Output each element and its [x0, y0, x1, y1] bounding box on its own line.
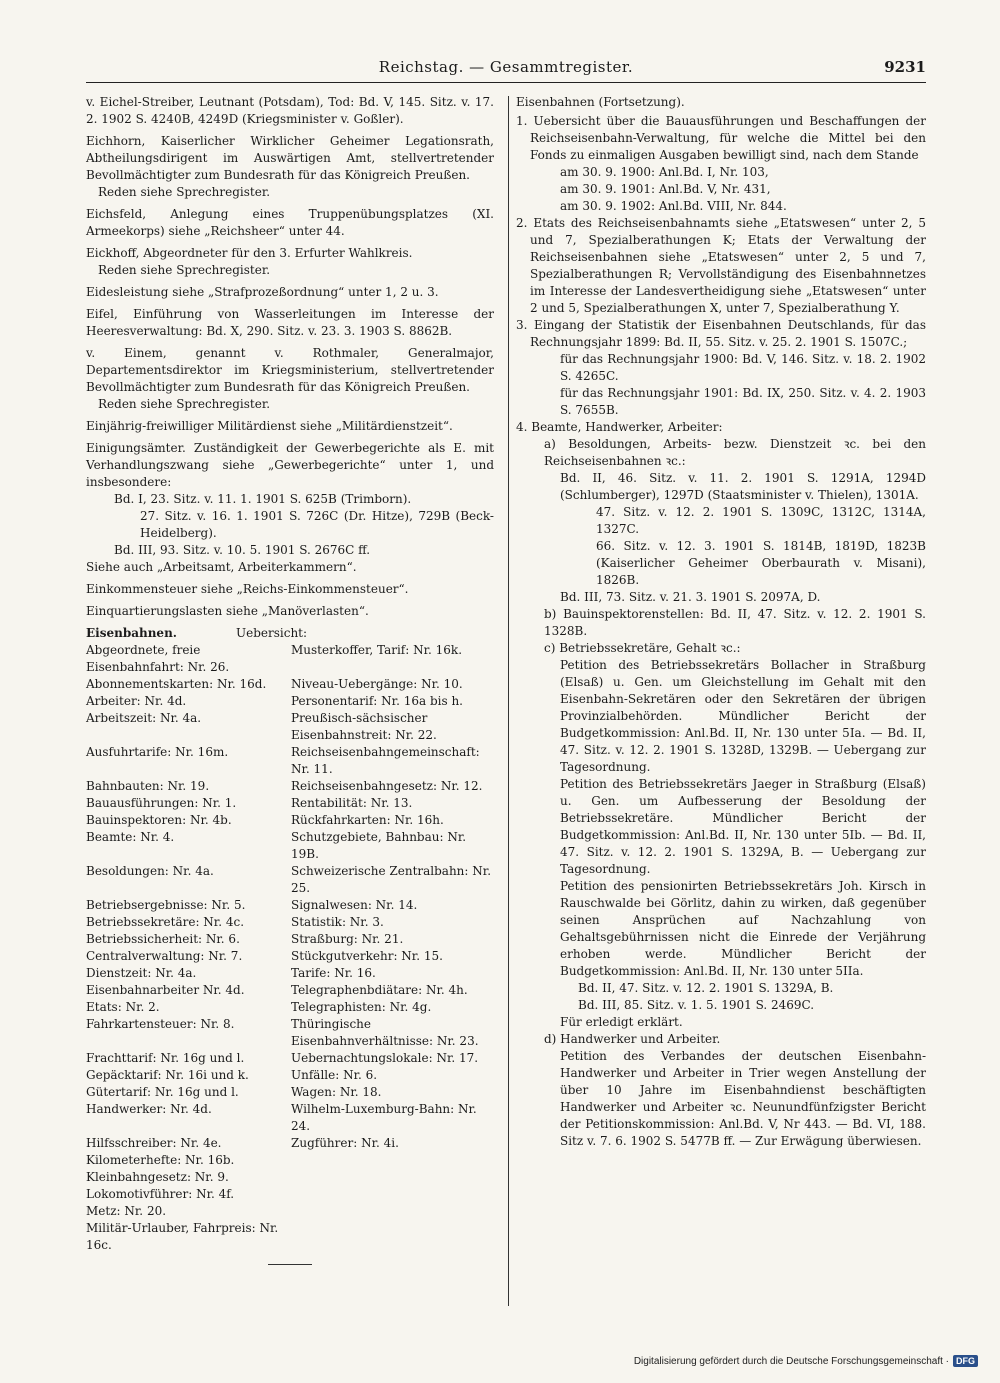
overview-item: Tarife: Nr. 16.	[291, 966, 376, 980]
section-2: 2. Etats des Reichseisenbahnamts siehe „Etatswesen“ unter 2, 5 und 7, Spezialberathungen K; Etats der Verwaltung der Reichseisenbahnen siehe „Etatswesen“ unter 2, 5 und 7, Spezialberathungen R; Vervollständigung des Eisenbahnnetzes im Interesse der Landesvertheidigung siehe „Etatswesen“ unter 2 und 5, Spezialberathungen X, unter 7, Spezialberathung Y.	[516, 216, 926, 315]
overview-grid	[86, 642, 494, 1254]
overview-item	[291, 1220, 494, 1254]
petition: Petition des Betriebssekretärs Bollacher in Straßburg (Elsaß) u. Gen. um Gleichstellung im Gehalt mit den Eisenbahn-Sekretären oder den Sekretären der übrigen Provinzialbehörden. Mündlicher Bericht der Budgetkommission: Anl.Bd. II, Nr. 130 unter 5Ia. — Bd. II, 47. Sitz. v. 12. 2. 1901 S. 1328D, 1329B. — Uebergang zur Tagesordnung.	[560, 658, 926, 774]
end-rule	[268, 1264, 312, 1265]
page-number: 9231	[884, 58, 926, 76]
citation: Bd. III, 73. Sitz. v. 21. 3. 1901 S. 2097A, D.	[560, 590, 821, 604]
entry-eickhoff	[86, 245, 494, 279]
entry-text: Einigungsämter. Zuständigkeit der Gewerbegerichte als E. mit Verhandlungszwang siehe „Gewerbegerichte“ unter 1, und insbesondere:	[86, 441, 494, 489]
entry-einquartierungslasten: Einquartierungslasten siehe „Manöverlasten“.	[86, 604, 369, 618]
entry-einigungsaemter	[86, 440, 494, 576]
section-3-item: für das Rechnungsjahr 1900: Bd. V, 146. Sitz. v. 18. 2. 1902 S. 4265C.	[560, 352, 926, 383]
overview-item: Kleinbahngesetz: Nr. 9.	[86, 1170, 229, 1184]
overview-item: Gütertarif: Nr. 16g und l.	[86, 1085, 239, 1099]
subsection-4c: c) Betriebssekretäre, Gehalt ꝛc.:	[544, 641, 741, 655]
page-header	[86, 58, 926, 78]
entry-eidesleistung: Eidesleistung siehe „Strafprozeßordnung“ unter 1, 2 u. 3.	[86, 285, 439, 299]
left-column	[86, 94, 494, 1265]
overview-item: Ausfuhrtarife: Nr. 16m.	[86, 745, 229, 759]
overview-title: Eisenbahnen.	[86, 626, 177, 640]
overview-item: Statistik: Nr. 3.	[291, 915, 384, 929]
overview-item: Besoldungen: Nr. 4a.	[86, 864, 214, 878]
overview-item: Bahnbauten: Nr. 19.	[86, 779, 210, 793]
entry-einkommensteuer: Einkommensteuer siehe „Reichs-Einkommensteuer“.	[86, 582, 409, 596]
citation: Bd. II, 46. Sitz. v. 11. 2. 1901 S. 1291A, 1294D (Schlumberger), 1297D (Staatsminister v. Thielen), 1301A.	[560, 471, 926, 502]
overview-item	[291, 1152, 494, 1169]
entry-eichel-streiber: v. Eichel-Streiber, Leutnant (Potsdam), Tod: Bd. V, 145. Sitz. v. 17. 2. 1902 S. 4240B, 4249D (Kriegsminister v. Goßler).	[86, 95, 494, 126]
entry-reference: Reden siehe Sprechregister.	[98, 185, 271, 199]
overview-item: Fahrkartensteuer: Nr. 8.	[86, 1017, 235, 1031]
overview-item: Kilometerhefte: Nr. 16b.	[86, 1153, 235, 1167]
overview-item: Etats: Nr. 2.	[86, 1000, 160, 1014]
overview-item: Arbeitszeit: Nr. 4a.	[86, 711, 202, 725]
entry-eifel: Eifel, Einführung von Wasserleitungen im Interesse der Heeresverwaltung: Bd. X, 290. Sitz. v. 23. 3. 1903 S. 8862B.	[86, 307, 494, 338]
subsection-4a: a) Besoldungen, Arbeits- bezw. Dienstzeit ꝛc. bei den Reichseisenbahnen ꝛc.:	[544, 437, 926, 468]
overview-item: Beamte: Nr. 4.	[86, 830, 175, 844]
entry-citation: Bd. III, 93. Sitz. v. 10. 5. 1901 S. 2676C ff.	[114, 543, 371, 557]
entry-text: v. Einem, genannt v. Rothmaler, Generalmajor, Departementsdirektor im Kriegsministerium, stellvertretender Bevollmächtigter zum Bundesrath für das Königreich Preußen.	[86, 346, 494, 394]
overview-item: Reichseisenbahngesetz: Nr. 12.	[291, 779, 483, 793]
overview-item: Gepäcktarif: Nr. 16i und k.	[86, 1068, 249, 1082]
overview-item: Betriebsergebnisse: Nr. 5.	[86, 898, 246, 912]
section-1-item: am 30. 9. 1901: Anl.Bd. V, Nr. 431,	[560, 182, 771, 196]
overview-item: Hilfsschreiber: Nr. 4e.	[86, 1136, 222, 1150]
overview-item: Abonnementskarten: Nr. 16d.	[86, 677, 267, 691]
credit-text: Digitalisierung gefördert durch die Deutsche Forschungsgemeinschaft ·	[633, 1355, 949, 1367]
column-divider	[508, 96, 509, 1306]
overview-item: Frachttarif: Nr. 16g und l.	[86, 1051, 245, 1065]
overview-item: Betriebssicherheit: Nr. 6.	[86, 932, 240, 946]
overview-item: Signalwesen: Nr. 14.	[291, 898, 418, 912]
overview-item: Reichseisenbahngemeinschaft: Nr. 11.	[291, 745, 480, 776]
subsection-4b: b) Bauinspektorenstellen: Bd. II, 47. Sitz. v. 12. 2. 1901 S. 1328B.	[544, 607, 926, 638]
digitization-credit	[634, 1355, 978, 1367]
overview-item: Eisenbahnarbeiter Nr. 4d.	[86, 983, 245, 997]
entry-einjaehrig: Einjährig-freiwilliger Militärdienst siehe „Militärdienstzeit“.	[86, 419, 453, 433]
running-title: Reichstag. — Gesammtregister.	[378, 58, 634, 76]
overview-item: Handwerker: Nr. 4d.	[86, 1102, 212, 1116]
overview-item: Wilhelm-Luxemburg-Bahn: Nr. 24.	[291, 1102, 477, 1133]
petition: Petition des Betriebssekretärs Jaeger in Straßburg (Elsaß) u. Gen. um Aufbesserung der Besoldung der Betriebssekretäre. Mündlicher Bericht der Budgetkommission: Anl.Bd. II, Nr. 130 unter 5Ib. — Bd. II, 47. Sitz. v. 12. 2. 1901 S. 1329A, B. — Uebergang zur Tagesordnung.	[560, 777, 926, 876]
section-1: 1. Uebersicht über die Bauausführungen und Beschaffungen der Reichseisenbahn-Verwaltung, für welche die Mittel bei den Fonds zu einmaligen Ausgaben bewilligt sind, nach dem Stande	[516, 114, 926, 162]
overview-item: Thüringische Eisenbahnverhältnisse: Nr. 23.	[291, 1017, 479, 1048]
overview-item: Metz: Nr. 20.	[86, 1204, 167, 1218]
overview-item: Arbeiter: Nr. 4d.	[86, 694, 187, 708]
overview-label: Uebersicht:	[236, 626, 308, 640]
section-3-item: für das Rechnungsjahr 1901: Bd. IX, 250. Sitz. v. 4. 2. 1903 S. 7655B.	[560, 386, 926, 417]
header-rule	[86, 82, 926, 83]
overview-item: Stückgutverkehr: Nr. 15.	[291, 949, 443, 963]
overview-item: Preußisch-sächsischer Eisenbahnstreit: Nr. 22.	[291, 711, 437, 742]
section-heading: Eisenbahnen (Fortsetzung).	[516, 95, 685, 109]
entry-text: Eichhorn, Kaiserlicher Wirklicher Geheimer Legationsrath, Abtheilungsdirigent im Auswärtigen Amt, stellvertretender Bevollmächtigter zum Bundesrath für das Königreich Preußen.	[86, 134, 494, 182]
overview-item: Telegraphenbdiätare: Nr. 4h.	[291, 983, 468, 997]
overview-item: Schutzgebiete, Bahnbau: Nr. 19B.	[291, 830, 467, 861]
overview-item: Betriebssekretäre: Nr. 4c.	[86, 915, 245, 929]
overview-item: Musterkoffer, Tarif: Nr. 16k.	[291, 643, 463, 657]
overview-item	[291, 1169, 494, 1186]
section-1-item: am 30. 9. 1902: Anl.Bd. VIII, Nr. 844.	[560, 199, 787, 213]
petition: Petition des pensionirten Betriebssekretärs Joh. Kirsch in Rauschwalde bei Görlitz, dahin zu wirken, daß gegenüber seinen Ansprüchen auf Nachzahlung von Gehaltsgebührnissen nicht die Einrede der Verjährung erhoben werde. Mündlicher Bericht der Budgetkommission: Anl.Bd. II, Nr. 130 unter 5IIa.	[560, 879, 926, 978]
overview-item: Bauinspektoren: Nr. 4b.	[86, 813, 232, 827]
overview-item: Abgeordnete, freie Eisenbahnfahrt: Nr. 26.	[86, 643, 230, 674]
overview-item: Straßburg: Nr. 21.	[291, 932, 404, 946]
entry-text: Eickhoff, Abgeordneter für den 3. Erfurter Wahlkreis.	[86, 246, 413, 260]
overview-item: Wagen: Nr. 18.	[291, 1085, 382, 1099]
overview-item: Militär-Urlauber, Fahrpreis: Nr. 16c.	[86, 1221, 279, 1252]
subsection-4d: d) Handwerker und Arbeiter.	[544, 1032, 721, 1046]
citation: 47. Sitz. v. 12. 2. 1901 S. 1309C, 1312C, 1314A, 1327C.	[596, 505, 926, 536]
overview-item	[291, 1203, 494, 1220]
entry-citation: 27. Sitz. v. 16. 1. 1901 S. 726C (Dr. Hitze), 729B (Beck-Heidelberg).	[140, 509, 494, 540]
overview-item: Zugführer: Nr. 4i.	[291, 1136, 399, 1150]
overview-item: Niveau-Uebergänge: Nr. 10.	[291, 677, 463, 691]
overview-item: Centralverwaltung: Nr. 7.	[86, 949, 243, 963]
citation: 66. Sitz. v. 12. 3. 1901 S. 1814B, 1819D, 1823B (Kaiserlicher Geheimer Oberbaurath v. Misani), 1826B.	[596, 539, 926, 587]
entry-reference: Siehe auch „Arbeitsamt, Arbeiterkammern“.	[86, 560, 357, 574]
petition: Petition des Verbandes der deutschen Eisenbahn-Handwerker und Arbeiter in Trier wegen Anstellung der über 10 Jahre im Eisenbahndienst beschäftigten Handwerker und Arbeiter ꝛc. Neunundfünfzigster Bericht der Petitionskommission: Anl.Bd. V, Nr 443. — Bd. VI, 188. Sitz v. 7. 6. 1902 S. 5477B ff. — Zur Erwägung überwiesen.	[560, 1049, 926, 1148]
entry-eichhorn	[86, 133, 494, 201]
entry-eichsfeld: Eichsfeld, Anlegung eines Truppenübungsplatzes (XI. Armeekorps) siehe „Reichsheer“ unter 44.	[86, 207, 494, 238]
citation: Bd. II, 47. Sitz. v. 12. 2. 1901 S. 1329A, B.	[578, 981, 834, 995]
dfg-logo: DFG	[953, 1355, 978, 1367]
overview-item: Bauausführungen: Nr. 1.	[86, 796, 237, 810]
citation: Bd. III, 85. Sitz. v. 1. 5. 1901 S. 2469C.	[578, 998, 815, 1012]
overview-item: Unfälle: Nr. 6.	[291, 1068, 378, 1082]
overview-item: Uebernachtungslokale: Nr. 17.	[291, 1051, 479, 1065]
entry-citation: Bd. I, 23. Sitz. v. 11. 1. 1901 S. 625B (Trimborn).	[114, 492, 412, 506]
section-3: 3. Eingang der Statistik der Eisenbahnen Deutschlands, für das Rechnungsjahr 1899: Bd. II, 55. Sitz. v. 25. 2. 1901 S. 1507C.;	[516, 318, 926, 349]
overview-item: Rentabilität: Nr. 13.	[291, 796, 413, 810]
overview-item: Telegraphisten: Nr. 4g.	[291, 1000, 432, 1014]
overview-item: Schweizerische Zentralbahn: Nr. 25.	[291, 864, 492, 895]
entry-reference: Reden siehe Sprechregister.	[98, 263, 271, 277]
overview-item: Lokomotivführer: Nr. 4f.	[86, 1187, 235, 1201]
overview-heading	[86, 625, 494, 642]
section-1-item: am 30. 9. 1900: Anl.Bd. I, Nr. 103,	[560, 165, 769, 179]
overview-item: Personentarif: Nr. 16a bis h.	[291, 694, 463, 708]
entry-reference: Reden siehe Sprechregister.	[98, 397, 271, 411]
overview-item: Rückfahrkarten: Nr. 16h.	[291, 813, 444, 827]
entry-einem	[86, 345, 494, 413]
overview-item: Dienstzeit: Nr. 4a.	[86, 966, 197, 980]
section-4: 4. Beamte, Handwerker, Arbeiter:	[516, 420, 723, 434]
decision: Für erledigt erklärt.	[560, 1015, 683, 1029]
right-column	[516, 94, 926, 1150]
overview-item	[291, 1186, 494, 1203]
